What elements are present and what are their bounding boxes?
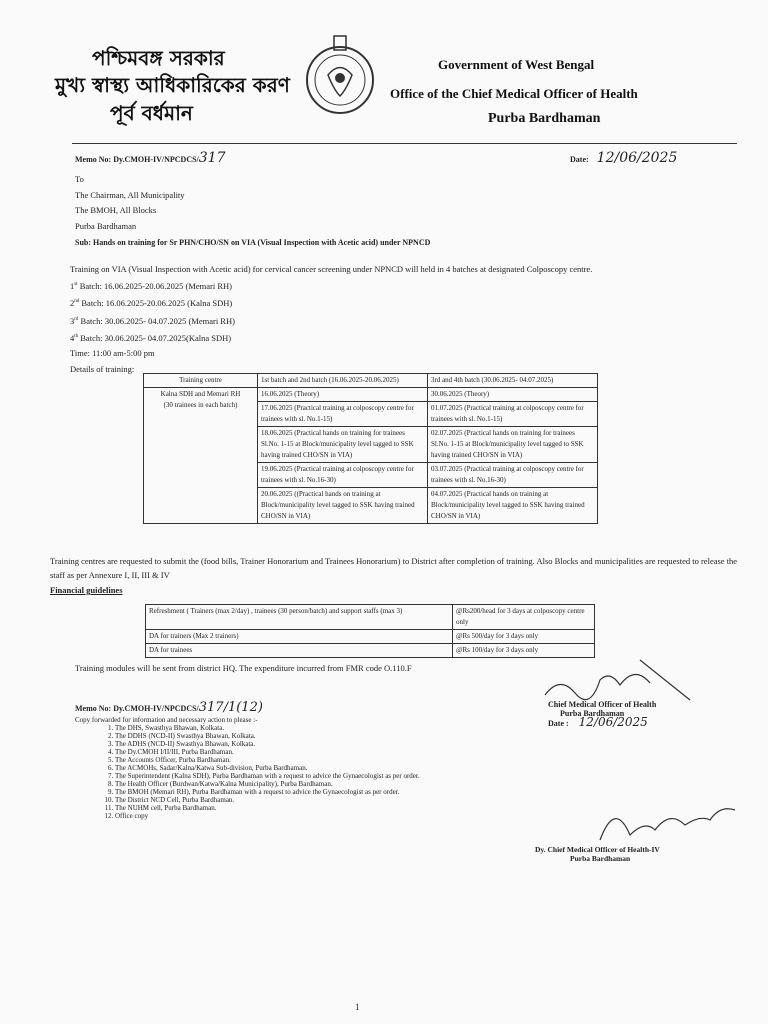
table-row: 19.06.2025 (Practical training at colposcopy centre for trainees with sl. No.16-30) 03.07.2025 (Practical training at colposcopy centre for trainees with sl. No.16-30) xyxy=(144,463,598,488)
list-item: 8. The Health Officer (Burdwan/Katwa/Kalna Municipality), Purba Bardhaman. xyxy=(115,780,420,788)
table-row: 20.06.2025 ((Practical hands on training at Block/municipality level tagged to SSK having trained CHO/SN in VIA) 04.07.2025 (Practical hands on training at Block/municipality level tagged to SSK having trained CHO/SN in VIA) xyxy=(144,488,598,524)
batch-item: 2nd Batch: 16.06.2025-20.06.2025 (Kalna SDH) xyxy=(70,298,233,309)
state-emblem-icon xyxy=(300,30,380,120)
subject-line: Sub: Hands on training for Sr PHN/CHO/SN on VIA (Visual Inspection with Acetic acid) under NPNCD xyxy=(75,238,431,247)
table-row: DA for trainees @Rs 100/day for 3 days only xyxy=(146,644,595,658)
list-item: 4. The Dy.CMOH I/II/III, Purba Bardhaman. xyxy=(115,748,420,756)
table-row: Kalna SDH and Memari RH (30 trainees in each batch) 16.06.2025 (Theory) 30.06.2025 (Theory) xyxy=(144,388,598,402)
signature-scribble-icon xyxy=(590,790,740,850)
list-item: 2. The DDHS (NCD-II) Swasthya Bhawan, Kolkata. xyxy=(115,732,420,740)
intro-text: Training on VIA (Visual Inspection with Acetic acid) for cervical cancer screening under NPNCD will held in 4 batches at designated Colposcopy centre. xyxy=(70,264,593,274)
header-rule xyxy=(72,143,737,144)
table-header: 1st batch and 2nd batch (16.06.2025-20.06.2025) xyxy=(258,374,428,388)
table-row: 17.06.2025 (Practical training at colposcopy centre for trainees with sl. No.1-15) 01.07.2025 (Practical training at colposcopy centre for trainees with sl. No.1-15) xyxy=(144,402,598,427)
memo2-number: Memo No: Dy.CMOH-IV/NPCDCS/317/1(12) xyxy=(75,700,263,715)
list-item: 10. The District NCD Cell, Purba Bardhaman. xyxy=(115,796,420,804)
table-header: 3rd and 4th batch (30.06.2025- 04.07.2025) xyxy=(427,374,597,388)
details-label: Details of training: xyxy=(70,363,135,374)
addressee-block: To The Chairman, All Municipality The BMOH, All Blocks Purba Bardhaman xyxy=(75,174,185,231)
list-item: 7. The Superintendent (Kalna SDH), Purba Bardhaman with a request to advice the Gynaecologist as per order. xyxy=(115,772,420,780)
header-bengali-line-3: পূর্ব বর্ধমান xyxy=(110,101,193,125)
table-header: Training centre xyxy=(144,374,258,388)
list-item: 12. Office copy xyxy=(115,812,420,820)
signature-block-2: Dy. Chief Medical Officer of Health-IV Purba Bardhaman xyxy=(535,845,660,863)
list-item: 9. The BMOH (Memari RH), Purba Bardhaman with a request to advice the Gynaecologist as per order. xyxy=(115,788,420,796)
list-item: 5. The Accounts Officer, Purba Bardhaman. xyxy=(115,756,420,764)
batch-item: 3rd Batch: 30.06.2025- 04.07.2025 (Memari RH) xyxy=(70,315,235,326)
copy-forward-line: Copy forwarded for information and necessary action to please :- xyxy=(75,716,258,724)
header-bengali-line-1: পশ্চিমবঙ্গ সরকার xyxy=(92,46,225,70)
signature-scribble-icon xyxy=(540,655,700,705)
batch-item: 4th Batch: 30.06.2025- 04.07.2025(Kalna SDH) xyxy=(70,332,232,343)
training-table xyxy=(143,373,598,524)
table-row: 18.06.2025 (Practical hands on training for trainees Sl.No. 1-15 at Block/municipality level tagged to SSK having trained CHO/SN in VIA) 02.07.2025 (Practical hands on training for trainees Sl.No. 1-15 at Block/municipality level tagged to SSK having trained CHO/SN in VIA) xyxy=(144,427,598,463)
training-time: Time: 11:00 am-5:00 pm xyxy=(70,348,155,359)
page-number: 1 xyxy=(355,1002,360,1012)
header-english-line-1: Government of West Bengal xyxy=(438,57,595,72)
table-row: DA for trainers (Max 2 trainers) @Rs 500/day for 3 days only xyxy=(146,630,595,644)
financial-table xyxy=(145,604,595,658)
header-bengali-line-2: মুখ্য স্বাস্থ্য আধিকারিকের করণ xyxy=(55,73,290,97)
copy-list xyxy=(75,724,420,820)
header-english-line-3: Purba Bardhaman xyxy=(488,111,601,126)
list-item: 1. The DHS, Swasthya Bhawan, Kolkata. xyxy=(115,724,420,732)
header-english-line-2: Office of the Chief Medical Officer of Health xyxy=(390,86,638,101)
list-item: 3. The ADHS (NCD-II) Swasthya Bhawan, Kolkata. xyxy=(115,740,420,748)
signature-block-1: Chief Medical Officer of Health Purba Bardhaman Date : 12/06/2025 xyxy=(548,700,657,729)
list-item: 6. The ACMOHs, Sadar/Kalna/Katwa Sub-division, Purba Bardhaman. xyxy=(115,764,420,772)
financial-guidelines-label: Financial guidelines xyxy=(50,585,123,595)
batch-list xyxy=(70,277,235,377)
memo-number: Memo No: Dy.CMOH-IV/NPCDCS/317 xyxy=(75,150,226,166)
modules-note: Training modules will be sent from district HQ. The expenditure incurred from FMR code O.110.F xyxy=(75,663,412,673)
submission-paragraph: Training centres are requested to submit the (food bills, Trainer Honorarium and Trainees Honorarium) to District after completion of training. Also Blocks and municipalities are requested to release the staff as per Annexure I, II, III & IV xyxy=(50,556,738,580)
list-item: 11. The NUHM cell, Purba Bardhaman. xyxy=(115,804,420,812)
table-row: Refreshment ( Trainers (max 2/day) , trainees (30 person/batch) and support staffs (max 3) @Rs200/head for 3 days at colposcopy centre only xyxy=(146,605,595,630)
memo-date: Date: 12/06/2025 xyxy=(570,150,678,166)
batch-item: 1st Batch: 16.06.2025-20.06.2025 (Memari RH) xyxy=(70,280,232,291)
training-centre-cell: Kalna SDH and Memari RH (30 trainees in each batch) xyxy=(144,388,258,524)
